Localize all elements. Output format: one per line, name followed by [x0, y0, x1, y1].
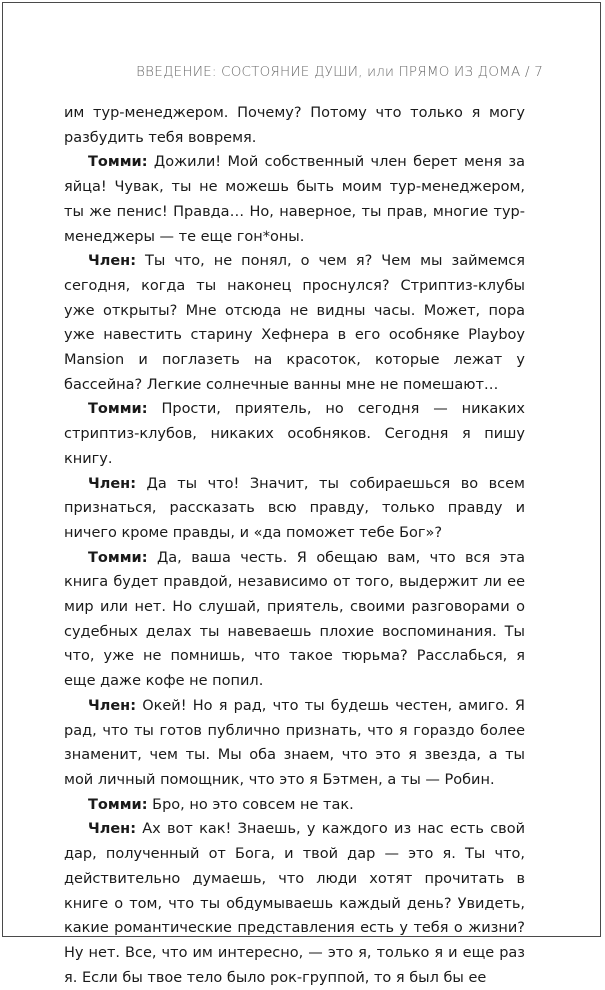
speaker-label: Томми: — [88, 796, 148, 813]
paragraph-text: Да ты что! Значит, ты собираешься во всем признаться, рассказать всю правду, только правду и ничего кроме правды, и «да поможет тебе Бог»? — [64, 475, 525, 541]
speaker-label: Томми: — [88, 154, 148, 171]
paragraph — [64, 472, 525, 546]
paragraph-text: Бро, но это совсем не так. — [147, 796, 354, 813]
speaker-label: Член: — [88, 253, 136, 270]
paragraph-text: им тур-менеджером. Почему? Потому что только я могу разбудить тебя вовремя. — [64, 105, 525, 146]
paragraph — [64, 249, 525, 397]
paragraph-text: Прости, приятель, но сегодня — никаких стриптиз-клубов, никаких особняков. Сегодня я пишу книгу. — [64, 401, 525, 467]
paragraph — [64, 101, 525, 150]
paragraph-text: Ах вот как! Знаешь, у каждого из нас есть свой дар, полученный от Бога, и твой дар — это я. Ты что, действительно думаешь, что люди хотят прочитать в книге о том, что ты обдумываешь каждый день? Увидеть, какие романтические представления есть у тебя о жизни? Ну нет. Все, что им интересно, — это я, только я и еще раз я. Если бы твое тело было рок-группой, то я был бы ее — [64, 821, 525, 986]
paragraph — [64, 817, 525, 990]
paragraph-text: Окей! Но я рад, что ты будешь честен, амиго. Я рад, что ты готов публично признать, что я гораздо более знаменит, чем ты. Мы оба знаем, что это я звезда, а ты мой личный помощник, что это я Бэтмен, а ты — Робин. — [64, 697, 525, 788]
paragraph — [64, 546, 525, 694]
speaker-label: Член: — [88, 821, 136, 838]
text-body — [64, 101, 525, 990]
speaker-label: Томми: — [88, 549, 148, 566]
paragraph — [64, 150, 525, 249]
speaker-label: Член: — [88, 697, 136, 714]
paragraph-text: Ты что, не понял, о чем я? Чем мы займемся сегодня, когда ты наконец проснулся? Стриптиз-клубы уже открыты? Мне отсюда не видны часы. Может, пора уже навестить старину Хефнера в его особняке Playboy Mansion и поглазеть на красоток, которые лежат у бассейна? Легкие солнечные ванны мне не помешают… — [64, 253, 525, 393]
paragraph — [64, 397, 525, 471]
paragraph — [64, 694, 525, 793]
speaker-label: Член: — [88, 475, 136, 492]
paragraph-text: Дожили! Мой собственный член берет меня за яйца! Чувак, ты не можешь быть моим тур-менеджером, ты же пенис! Правда… Но, наверное, ты прав, многие тур-менеджеры — те еще гон*оны. — [64, 154, 525, 245]
paragraph-text: Да, ваша честь. Я обещаю вам, что вся эта книга будет правдой, независимо от того, выдержит ли ее мир или нет. Но слушай, приятель, своими разговорами о судебных делах ты навеваешь плохие воспоминания. Ты что, уже не помнишь, что такое тюрьма? Расслабься, я еще даже кофе не попил. — [64, 549, 525, 690]
running-head: ВВЕДЕНИЕ: СОСТОЯНИЕ ДУШИ, или ПРЯМО ИЗ ДОМА / 7 — [136, 64, 543, 80]
speaker-label: Томми: — [88, 401, 148, 418]
paragraph — [64, 793, 525, 818]
